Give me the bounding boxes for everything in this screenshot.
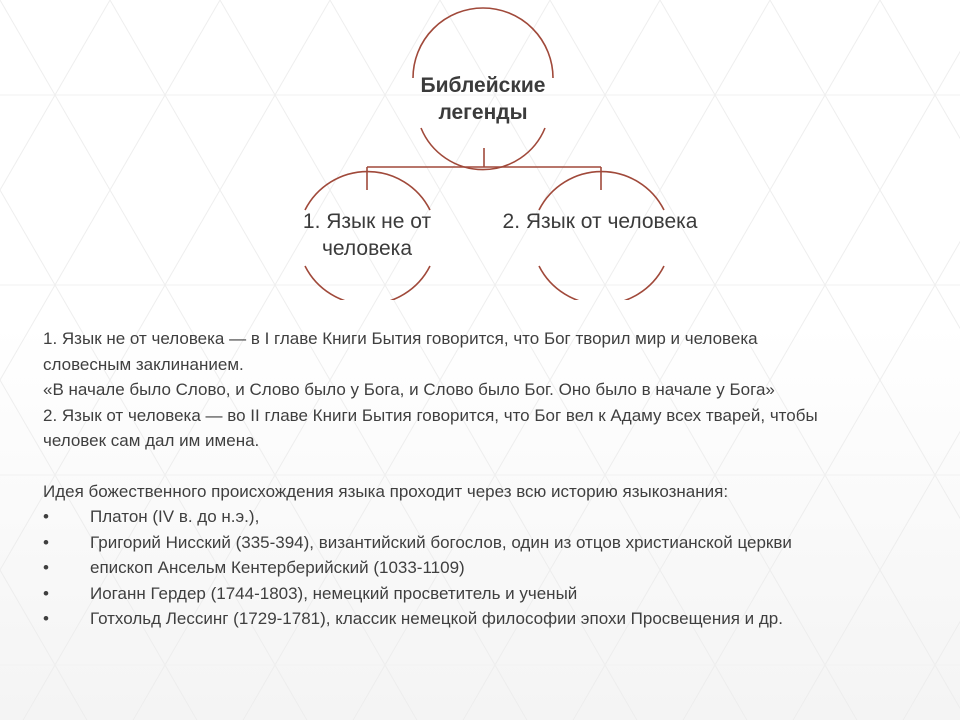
bullet-icon: • xyxy=(43,507,49,526)
list-item-text: Иоганн Гердер (1744-1803), немецкий просветитель и ученый xyxy=(90,583,578,603)
list-item xyxy=(43,581,923,607)
tree-diagram xyxy=(0,0,960,300)
list-item xyxy=(43,606,923,632)
bullet-icon: • xyxy=(43,583,49,603)
left-node-bottom-arc xyxy=(305,266,430,300)
list-item-text: Платон (IV в. до н.э.), xyxy=(90,507,260,526)
paragraph-2-line-2: человек сам дал им имена. xyxy=(43,431,260,450)
list-item xyxy=(43,555,923,581)
bullet-icon: • xyxy=(43,609,49,628)
intro-line: Идея божественного происхождения языка проходит через всю историю языкознания: xyxy=(43,481,729,501)
root-node-bottom-arc xyxy=(421,128,545,170)
bullet-list xyxy=(43,504,923,632)
bullet-icon: • xyxy=(43,532,49,552)
child-node-label-1: 1. Язык не от человека xyxy=(302,210,432,261)
list-item-text: Григорий Нисский (335-394), византийский богослов, один из отцов христианской церкви xyxy=(90,532,792,552)
root-node-label: Библейские легенды xyxy=(420,74,546,125)
child-node-label-2: 2. Язык от человека xyxy=(502,210,698,233)
root-node-top-arc xyxy=(413,8,553,78)
list-item-text: епископ Ансельм Кентерберийский (1033-1109) xyxy=(90,558,465,577)
paragraph-1-line-2: словесным заклинанием. xyxy=(43,354,244,374)
list-item xyxy=(43,530,923,556)
bullet-icon: • xyxy=(43,558,49,577)
body-text xyxy=(43,326,923,632)
spacer xyxy=(43,454,923,479)
list-item xyxy=(43,504,923,530)
quote-line: «В начале было Слово, и Слово было у Бога, и Слово было Бог. Оно было в начале у Бога» xyxy=(43,380,775,399)
paragraph-2-line-1: 2. Язык от человека — во II главе Книги Бытия говорится, что Бог вел к Адаму всех тварей, чтобы xyxy=(43,405,818,425)
right-node-bottom-arc xyxy=(539,266,664,300)
paragraph-1-line-1: 1. Язык не от человека — в I главе Книги Бытия говорится, что Бог творил мир и человека xyxy=(43,329,758,348)
list-item-text: Готхольд Лессинг (1729-1781), классик немецкой философии эпохи Просвещения и др. xyxy=(90,609,783,628)
